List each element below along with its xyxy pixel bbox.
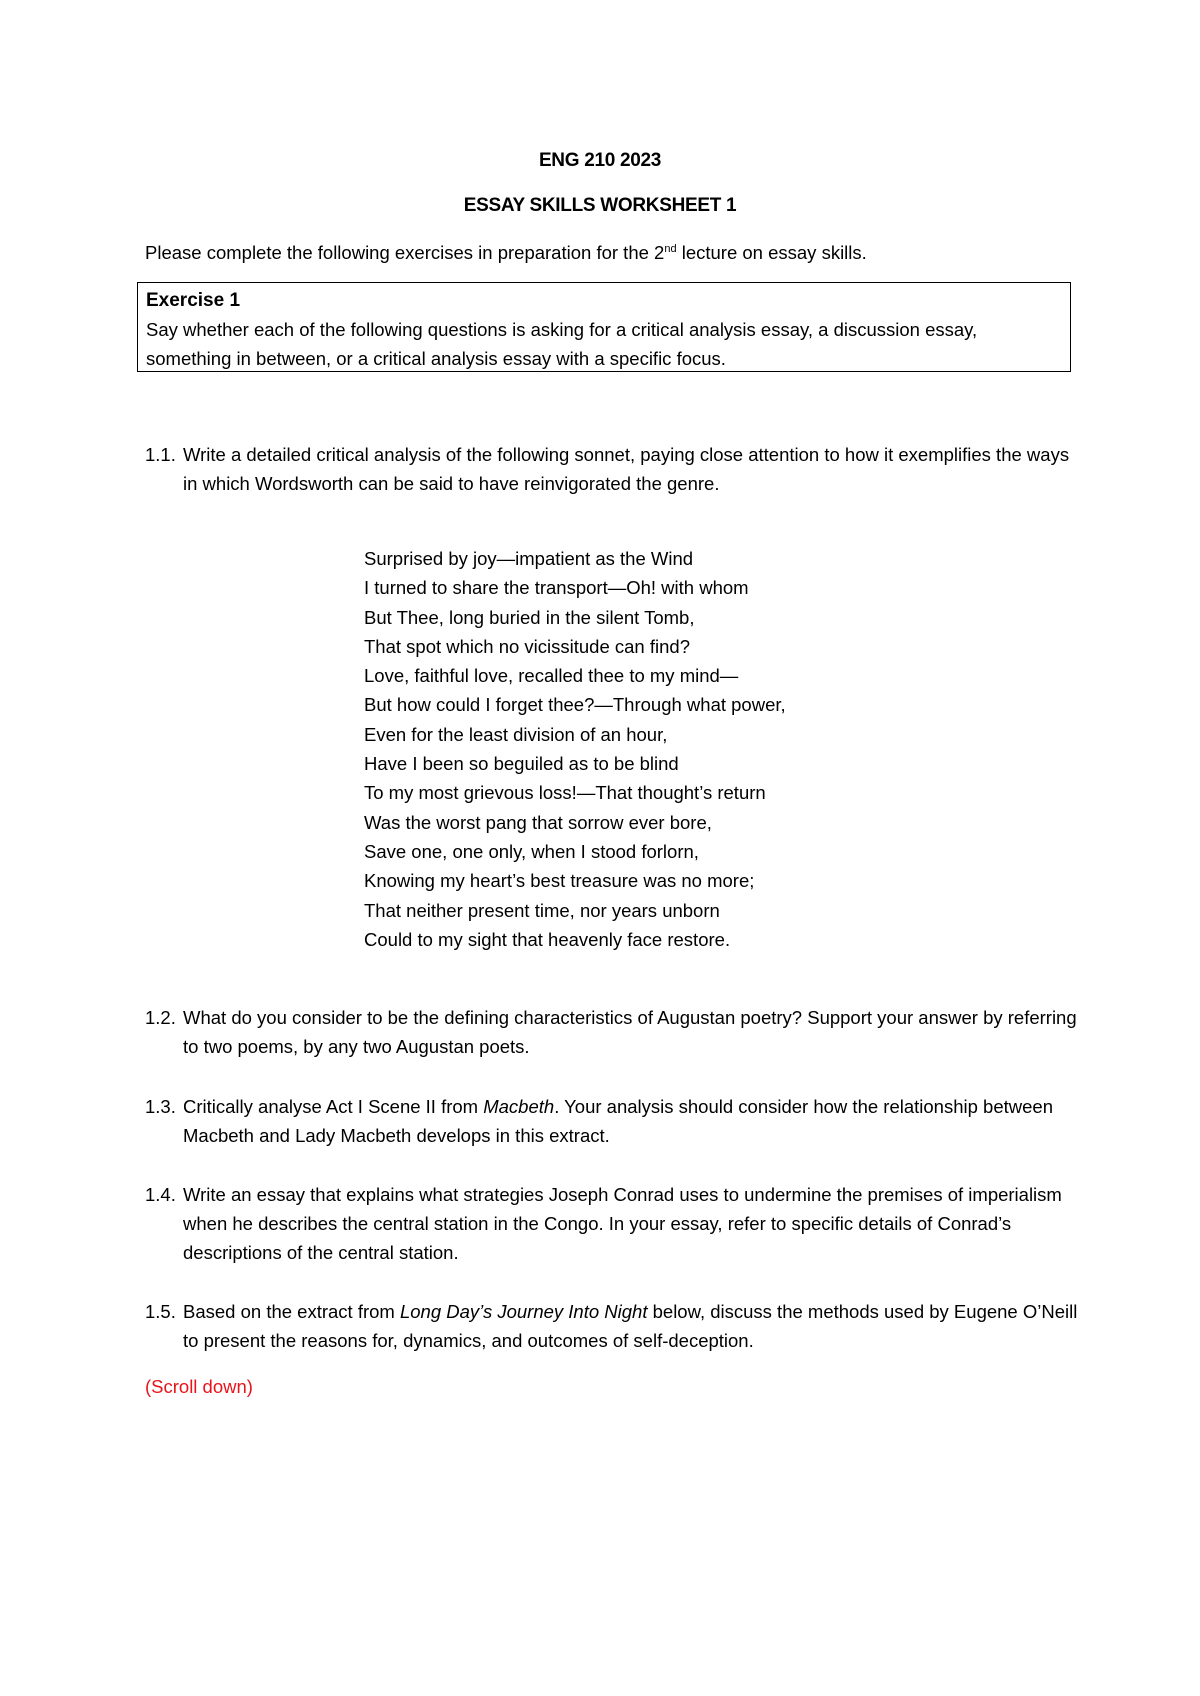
question-1-3 — [145, 1092, 1085, 1150]
poem-line: Love, faithful love, recalled thee to my mind— — [364, 665, 739, 687]
question-number: 1.1. — [145, 444, 176, 465]
exercise-box — [137, 282, 1071, 372]
question-text-after: . Your analysis should consider how the relationship between Macbeth and Lady Macbeth develops in this extract. — [183, 1096, 1053, 1146]
poem-line: To my most grievous loss!—That thought’s return — [364, 782, 766, 804]
poem-line: Save one, one only, when I stood forlorn, — [364, 840, 699, 862]
sonnet-block — [364, 544, 964, 954]
intro-text-before: Please complete the following exercises in preparation for the 2 — [145, 242, 665, 263]
poem-line: But Thee, long buried in the silent Tomb, — [364, 606, 695, 628]
scroll-down-note: (Scroll down) — [145, 1376, 253, 1397]
poem-line: Was the worst pang that sorrow ever bore, — [364, 811, 712, 833]
play-title: Macbeth — [483, 1096, 555, 1117]
poem-line: That spot which no vicissitude can find? — [364, 635, 690, 657]
question-text-before: Based on the extract from — [183, 1301, 400, 1322]
question-text: Write a detailed critical analysis of the following sonnet, paying close attention to how it exemplifies the ways in which Wordsworth can be said to have reinvigorated the genre. — [183, 444, 1070, 494]
poem-line: Have I been so beguiled as to be blind — [364, 753, 679, 775]
question-number: 1.2. — [145, 1007, 176, 1028]
worksheet-title: ESSAY SKILLS WORKSHEET 1 — [463, 195, 737, 216]
poem-line: I turned to share the transport—Oh! with whom — [364, 577, 749, 599]
question-text — [183, 1297, 1085, 1355]
poem-line: Knowing my heart’s best treasure was no more; — [364, 870, 755, 892]
play-title: Long Day’s Journey Into Night — [399, 1301, 648, 1322]
exercise-instructions: Say whether each of the following questions is asking for a critical analysis essay, a discussion essay, something in between, or a critical analysis essay with a specific focus. — [146, 319, 978, 369]
question-1-2 — [145, 1003, 1085, 1061]
exercise-title: Exercise 1 — [146, 290, 241, 311]
intro-superscript: nd — [664, 242, 677, 255]
question-text-before: Critically analyse Act I Scene II from — [183, 1096, 484, 1117]
question-text: What do you consider to be the defining characteristics of Augustan poetry? Support your answer by referring to two poems, by any two Augustan poets. — [183, 1007, 1077, 1057]
question-text: Write an essay that explains what strategies Joseph Conrad uses to undermine the premises of imperialism when he describes the central station in the Congo. In your essay, refer to specific details of Conrad’s descriptions of the central station. — [183, 1184, 1062, 1263]
poem-line: Could to my sight that heavenly face restore. — [364, 928, 731, 950]
question-number: 1.3. — [145, 1096, 176, 1117]
poem-line: Even for the least division of an hour, — [364, 723, 668, 745]
question-text — [183, 1092, 1085, 1150]
poem-line: But how could I forget thee?—Through what power, — [364, 694, 786, 716]
question-1-1 — [145, 440, 1085, 498]
course-heading: ENG 210 2023 — [538, 150, 662, 171]
question-1-5 — [145, 1297, 1085, 1355]
question-number: 1.4. — [145, 1184, 176, 1205]
poem-line: That neither present time, nor years unborn — [364, 899, 720, 921]
question-number: 1.5. — [145, 1301, 176, 1322]
intro-text-after: lecture on essay skills. — [676, 242, 867, 263]
question-text-after: below, discuss the methods used by Eugene O’Neill to present the reasons for, dynamics, and outcomes of self-deception. — [183, 1301, 1078, 1351]
intro-paragraph — [145, 238, 1085, 267]
poem-line: Surprised by joy—impatient as the Wind — [364, 548, 694, 569]
question-1-4 — [145, 1180, 1085, 1267]
